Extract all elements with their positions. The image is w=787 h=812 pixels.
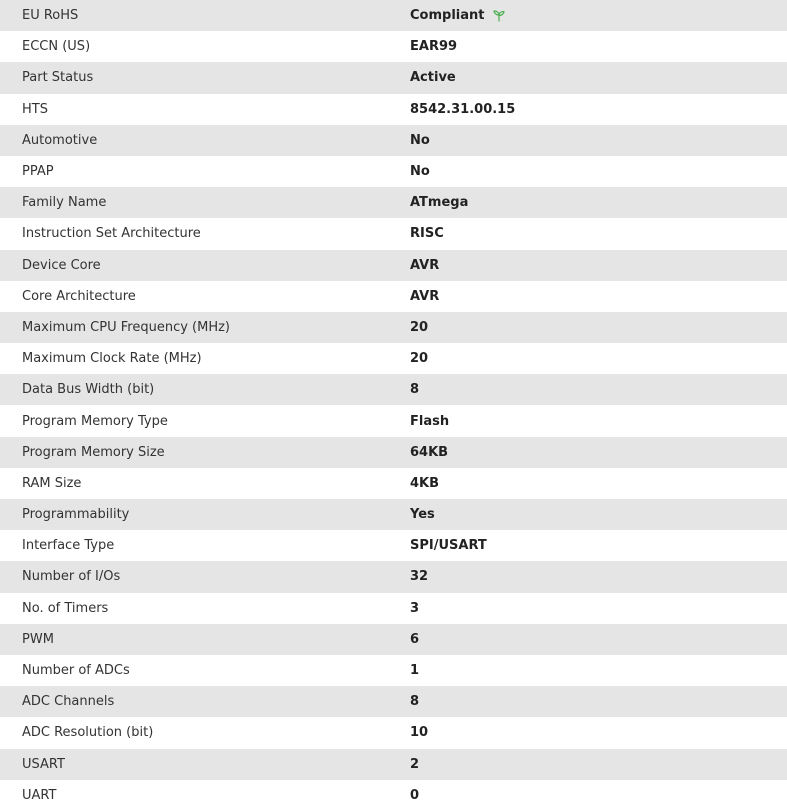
spec-value: 0	[410, 787, 420, 803]
spec-label: ADC Channels	[22, 694, 115, 710]
spec-label: Instruction Set Architecture	[22, 226, 201, 242]
spec-row-program-memory-size	[0, 437, 787, 468]
spec-label: ADC Resolution (bit)	[22, 725, 154, 741]
spec-row-program-memory-type	[0, 405, 787, 436]
spec-value: EAR99	[410, 39, 458, 55]
spec-row-adc-channels	[0, 686, 787, 717]
spec-value: 8542.31.00.15	[410, 101, 516, 117]
spec-value: 32	[410, 569, 429, 585]
spec-value: AVR	[410, 288, 440, 304]
spec-row-device-core	[0, 250, 787, 281]
spec-value: 4KB	[410, 475, 440, 491]
spec-value: SPI/USART	[410, 538, 487, 554]
spec-value: ATmega	[410, 195, 469, 211]
spec-label: EU RoHS	[22, 8, 79, 24]
spec-row-eu-rohs	[0, 0, 787, 31]
spec-value: No	[410, 132, 430, 148]
spec-row-hts	[0, 94, 787, 125]
spec-label: Program Memory Size	[22, 444, 165, 460]
spec-row-pwm	[0, 624, 787, 655]
spec-row-core-architecture	[0, 281, 787, 312]
spec-value: 20	[410, 351, 429, 367]
spec-label: ECCN (US)	[22, 39, 91, 55]
spec-label: Automotive	[22, 132, 98, 148]
spec-row-number-of-ios	[0, 561, 787, 592]
spec-label: Number of ADCs	[22, 663, 130, 679]
leaf-icon	[492, 9, 506, 23]
spec-label: Maximum Clock Rate (MHz)	[22, 351, 202, 367]
spec-value: Compliant	[410, 8, 485, 24]
spec-row-family-name	[0, 187, 787, 218]
spec-label: Programmability	[22, 507, 130, 523]
spec-row-automotive	[0, 125, 787, 156]
spec-row-adc-resolution	[0, 717, 787, 748]
spec-label: Data Bus Width (bit)	[22, 382, 155, 398]
spec-label: USART	[22, 756, 65, 772]
spec-label: PWM	[22, 631, 54, 647]
spec-value-with-icon	[410, 8, 506, 23]
spec-row-part-status	[0, 62, 787, 93]
spec-value: No	[410, 164, 430, 180]
spec-label: Family Name	[22, 195, 107, 211]
spec-row-instruction-set-architecture	[0, 218, 787, 249]
spec-label: Core Architecture	[22, 288, 136, 304]
spec-label: HTS	[22, 101, 48, 117]
spec-value: RISC	[410, 226, 444, 242]
spec-value: Active	[410, 70, 456, 86]
spec-label: UART	[22, 787, 57, 803]
spec-value: 20	[410, 319, 429, 335]
spec-value: AVR	[410, 257, 440, 273]
spec-value: 10	[410, 725, 429, 741]
spec-row-eccn-us	[0, 31, 787, 62]
spec-label: No. of Timers	[22, 600, 109, 616]
spec-value-cell	[410, 0, 787, 31]
spec-label: Part Status	[22, 70, 94, 86]
spec-value: 6	[410, 631, 420, 647]
spec-row-ram-size	[0, 468, 787, 499]
spec-value: 8	[410, 694, 420, 710]
spec-row-interface-type	[0, 530, 787, 561]
spec-label: Maximum CPU Frequency (MHz)	[22, 319, 230, 335]
spec-value: 8	[410, 382, 420, 398]
spec-row-uart	[0, 780, 787, 811]
spec-label: PPAP	[22, 164, 54, 180]
spec-row-maximum-clock-rate	[0, 343, 787, 374]
spec-value: 3	[410, 600, 420, 616]
spec-value: Yes	[410, 507, 435, 523]
spec-label: Device Core	[22, 257, 101, 273]
spec-row-maximum-cpu-frequency	[0, 312, 787, 343]
spec-row-ppap	[0, 156, 787, 187]
spec-value: 2	[410, 756, 420, 772]
spec-row-data-bus-width	[0, 374, 787, 405]
spec-label: Number of I/Os	[22, 569, 121, 585]
spec-value: 1	[410, 663, 420, 679]
spec-value: Flash	[410, 413, 450, 429]
spec-row-number-of-adcs	[0, 655, 787, 686]
spec-label: RAM Size	[22, 475, 82, 491]
spec-label: Interface Type	[22, 538, 115, 554]
spec-row-no-of-timers	[0, 593, 787, 624]
spec-row-programmability	[0, 499, 787, 530]
spec-row-usart	[0, 749, 787, 780]
spec-label: Program Memory Type	[22, 413, 168, 429]
spec-value: 64KB	[410, 444, 449, 460]
